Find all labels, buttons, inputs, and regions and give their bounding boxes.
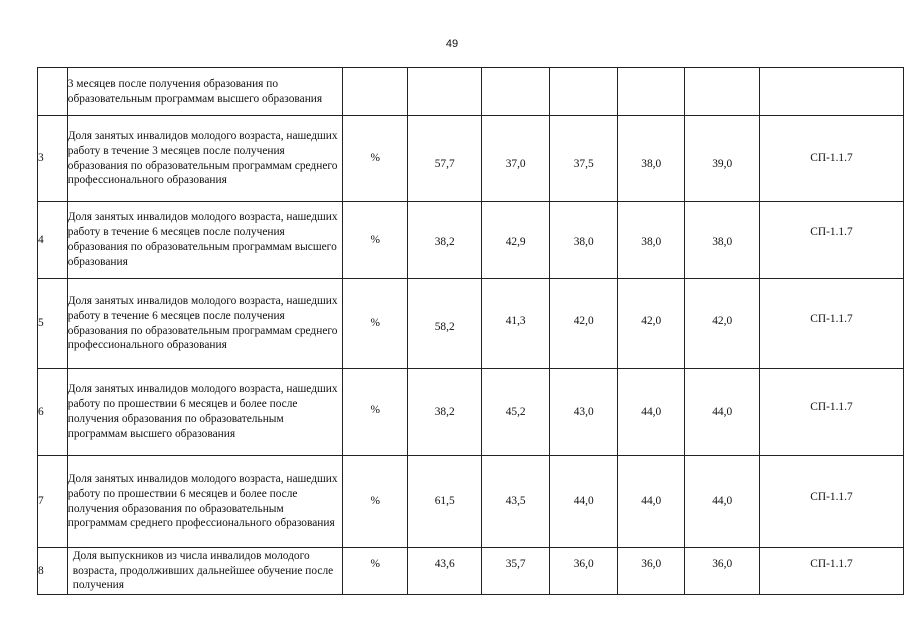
- table-row: [38, 279, 904, 369]
- table-body: [38, 68, 904, 595]
- value-cell: [617, 279, 685, 369]
- indicator-name: Доля выпускников из числа инвалидов молодого возраста, продолживших дальнейшее обучение после получения: [67, 548, 342, 595]
- value-text: 44,0: [573, 495, 594, 508]
- value-text: 38,0: [712, 235, 733, 248]
- value-cell: [685, 456, 759, 548]
- indicator-name: Доля занятых инвалидов молодого возраста, нашедших работу по прошествии 6 месяцев и более после получения образования по образовательным программам среднего профессионального образования: [67, 456, 342, 548]
- value-cell: [550, 456, 618, 548]
- source-cell: [759, 369, 903, 456]
- value-text: 43,0: [573, 405, 594, 418]
- indicator-name: 3 месяцев после получения образования по образовательным программам высшего образования: [67, 68, 342, 116]
- value-text: 44,0: [712, 495, 733, 508]
- value-text: 42,0: [573, 315, 594, 328]
- value-cell: [408, 456, 481, 548]
- value-text: 57,7: [434, 158, 455, 171]
- value-text: 37,0: [505, 158, 526, 171]
- value-cell: [408, 68, 481, 116]
- value-text: 42,0: [641, 315, 662, 328]
- value-text: 36,0: [641, 557, 662, 570]
- indicator-name: Доля занятых инвалидов молодого возраста, нашедших работу в течение 3 месяцев после получения образования по образовательным программам среднего профессионального образования: [67, 116, 342, 202]
- value-text: 37,5: [573, 158, 594, 171]
- value-text: 38,2: [434, 235, 455, 248]
- unit-cell: [342, 68, 407, 116]
- unit-cell: %: [342, 279, 407, 369]
- indicator-name: Доля занятых инвалидов молодого возраста, нашедших работу по прошествии 6 месяцев и более после получения образования по образовательным программам высшего образования: [67, 369, 342, 456]
- value-text: 38,0: [573, 235, 594, 248]
- value-cell: [550, 369, 618, 456]
- table-row: [38, 202, 904, 279]
- source-cell: [759, 548, 903, 595]
- source-cell: [759, 202, 903, 279]
- value-cell: [481, 548, 550, 595]
- value-cell: [481, 456, 550, 548]
- value-cell: [617, 456, 685, 548]
- value-cell: [550, 202, 618, 279]
- row-number: 7: [38, 456, 68, 548]
- value-text: 61,5: [434, 495, 455, 508]
- value-text: 58,2: [434, 321, 455, 334]
- value-cell: [685, 548, 759, 595]
- value-cell: [550, 279, 618, 369]
- page-number: 49: [445, 38, 459, 50]
- value-cell: [408, 202, 481, 279]
- value-cell: [408, 116, 481, 202]
- value-cell: [481, 68, 550, 116]
- table-row: [38, 456, 904, 548]
- table-row: [38, 369, 904, 456]
- value-cell: [481, 279, 550, 369]
- value-cell: [617, 548, 685, 595]
- value-cell: [481, 116, 550, 202]
- value-text: 43,5: [505, 495, 526, 508]
- value-cell: [685, 68, 759, 116]
- value-cell: [408, 548, 481, 595]
- value-text: 36,0: [573, 557, 594, 570]
- row-number: 6: [38, 369, 68, 456]
- value-cell: [408, 369, 481, 456]
- unit-cell: [342, 369, 407, 456]
- indicator-name: Доля занятых инвалидов молодого возраста, нашедших работу в течение 6 месяцев после получения образования по образовательным программам среднего профессионального образования: [67, 279, 342, 369]
- source-cell: [759, 68, 903, 116]
- unit-cell: [342, 456, 407, 548]
- table-row: [38, 116, 904, 202]
- source-cell: [759, 456, 903, 548]
- value-cell: [685, 369, 759, 456]
- value-cell: [550, 548, 618, 595]
- value-text: 44,0: [641, 405, 662, 418]
- value-text: 36,0: [712, 557, 733, 570]
- value-text: 38,2: [434, 405, 455, 418]
- unit-text: %: [370, 557, 380, 570]
- row-number: 4: [38, 202, 68, 279]
- source-text: СП-1.1.7: [810, 557, 853, 570]
- value-text: 39,0: [712, 158, 733, 171]
- value-cell: [408, 279, 481, 369]
- value-cell: [685, 116, 759, 202]
- source-cell: СП-1.1.7: [759, 116, 903, 202]
- unit-cell: %: [342, 116, 407, 202]
- source-cell: [759, 279, 903, 369]
- value-cell: [481, 369, 550, 456]
- value-cell: [685, 279, 759, 369]
- indicator-name: Доля занятых инвалидов молодого возраста, нашедших работу в течение 6 месяцев после получения образования по образовательным программам высшего образования: [67, 202, 342, 279]
- source-text: СП-1.1.7: [810, 313, 853, 326]
- row-number: [38, 68, 68, 116]
- source-text: СП-1.1.7: [810, 225, 853, 238]
- value-cell: [617, 202, 685, 279]
- table-row: [38, 68, 904, 116]
- value-cell: [550, 68, 618, 116]
- indicators-table: [37, 67, 904, 595]
- row-number: 8: [38, 548, 68, 595]
- value-cell: [617, 68, 685, 116]
- unit-cell: %: [342, 202, 407, 279]
- row-number: 5: [38, 279, 68, 369]
- value-text: 38,0: [641, 158, 662, 171]
- value-text: 42,0: [712, 315, 733, 328]
- unit-cell: [342, 548, 407, 595]
- value-cell: [617, 369, 685, 456]
- value-cell: [481, 202, 550, 279]
- value-text: 42,9: [505, 235, 526, 248]
- table-row: [38, 548, 904, 595]
- value-cell: [685, 202, 759, 279]
- value-text: 41,3: [505, 315, 526, 328]
- unit-text: %: [370, 495, 380, 508]
- value-cell: [617, 116, 685, 202]
- source-text: СП-1.1.7: [810, 400, 853, 413]
- source-text: СП-1.1.7: [810, 491, 853, 504]
- value-cell: [550, 116, 618, 202]
- unit-text: %: [370, 403, 380, 416]
- value-text: 35,7: [505, 557, 526, 570]
- value-text: 43,6: [434, 557, 455, 570]
- value-text: 38,0: [641, 235, 662, 248]
- value-text: 45,2: [505, 405, 526, 418]
- value-text: 44,0: [712, 405, 733, 418]
- row-number: 3: [38, 116, 68, 202]
- value-text: 44,0: [641, 495, 662, 508]
